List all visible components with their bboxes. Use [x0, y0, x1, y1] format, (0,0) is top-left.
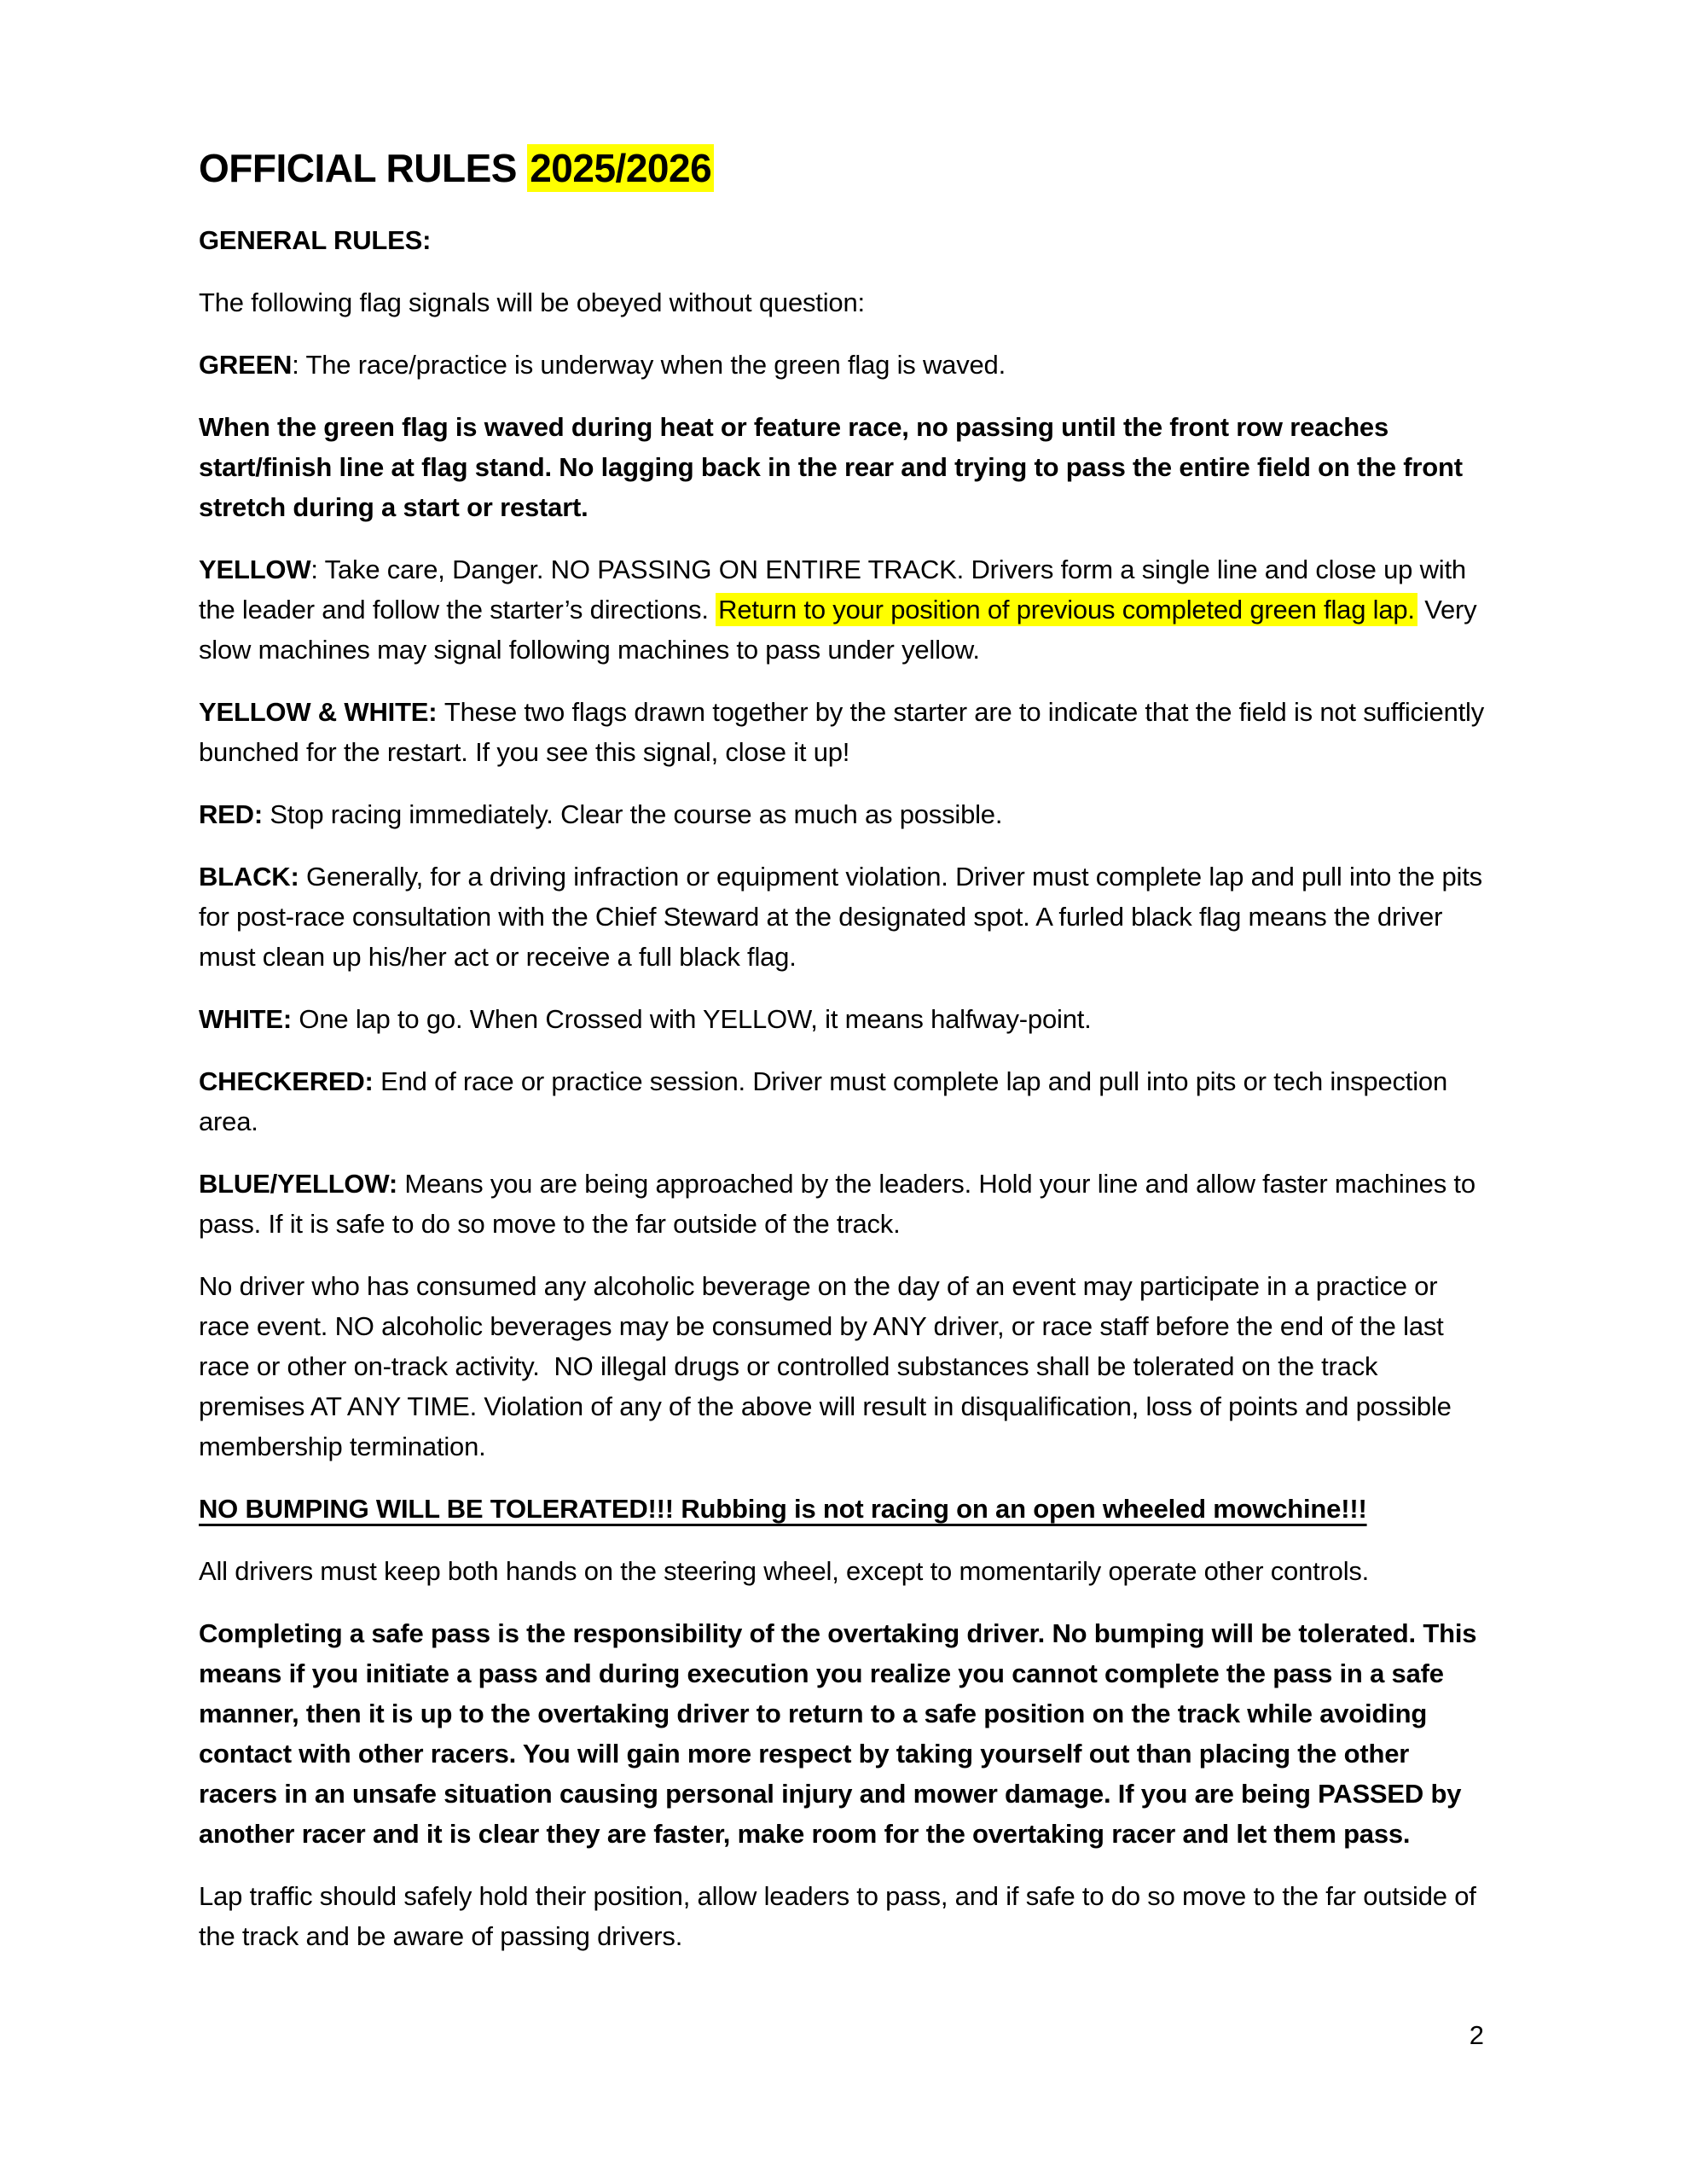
yellow-flag-label: YELLOW	[199, 555, 311, 584]
title-text: OFFICIAL RULES	[199, 146, 528, 190]
red-flag-label: RED:	[199, 799, 270, 829]
yellow-flag-text-after: Very slow machines may signal following machines to pass under yellow.	[199, 595, 1484, 665]
safe-pass-rule: Completing a safe pass is the responsibility of the overtaking driver. No bumping will be tolerated. This means if you initiate a pass and during execution you realize you cannot complete the pass in a safe manner, then it is up to the overtaking driver to return to a safe position on the track while avoiding contact with other racers. You will gain more respect by taking yourself out than placing the other racers in an unsafe situation causing personal injury and mower damage. If you are being PASSED by another racer and it is clear they are faster, make room for the overtaking racer and let them pass.	[199, 1618, 1484, 1849]
general-rules-heading: GENERAL RULES:	[199, 225, 432, 255]
document-title	[199, 143, 1488, 193]
black-flag-label: BLACK:	[199, 862, 307, 892]
lap-traffic-rule: Lap traffic should safely hold their position, allow leaders to pass, and if safe to do so move to the far outside of the track and be aware of passing drivers.	[199, 1881, 1484, 1951]
white-flag-label: WHITE:	[199, 1004, 299, 1034]
no-bumping-rule: NO BUMPING WILL BE TOLERATED!!! Rubbing is not racing on an open wheeled mowchine!!!	[199, 1494, 1367, 1524]
red-flag-text: Stop racing immediately. Clear the course as much as possible.	[270, 799, 1003, 829]
black-flag-text: Generally, for a driving infraction or equipment violation. Driver must complete lap and pull into the pits for post-race consultation with the Chief Steward at the designated spot. A furled black flag means the driver must clean up his/her act or receive a full black flag.	[199, 862, 1490, 972]
yellow-flag-highlight: Return to your position of previous completed green flag lap.	[716, 593, 1417, 626]
checkered-flag-rule	[199, 1061, 1488, 1141]
alcohol-policy-rule: No driver who has consumed any alcoholic beverage on the day of an event may participate in a practice or race event. NO alcoholic beverages may be consumed by ANY driver, or race staff before the end of the last race or other on-track activity. NO illegal drugs or controlled substances shall be tolerated on the track premises AT ANY TIME. Violation of any of the above will result in disqualification, loss of points and possible membership termination.	[199, 1271, 1459, 1461]
title-highlight: 2025/2026	[527, 144, 714, 192]
yellow-flag-rule	[199, 549, 1488, 670]
checkered-flag-text: End of race or practice session. Driver must complete lap and pull into pits or tech inspection area.	[199, 1066, 1455, 1136]
yellow-white-flag-label: YELLOW & WHITE:	[199, 697, 444, 727]
page-number: 2	[1469, 2020, 1484, 2050]
black-flag-rule	[199, 857, 1488, 977]
hands-on-wheel-rule: All drivers must keep both hands on the steering wheel, except to momentarily operate other controls.	[199, 1556, 1370, 1586]
green-flag-label: GREEN	[199, 350, 293, 380]
red-flag-rule	[199, 794, 1488, 834]
blue-yellow-flag-text: Means you are being approached by the leaders. Hold your line and allow faster machines to pass. If it is safe to do so move to the far outside of the track.	[199, 1169, 1483, 1239]
yellow-white-flag-text: These two flags drawn together by the starter are to indicate that the field is not sufficiently bunched for the restart. If you see this signal, close it up!	[199, 697, 1492, 767]
flag-signals-intro: The following flag signals will be obeyed without question:	[199, 288, 865, 317]
yellow-white-flag-rule	[199, 692, 1492, 772]
white-flag-text: One lap to go. When Crossed with YELLOW, it means halfway-point.	[299, 1004, 1092, 1034]
blue-yellow-flag-rule	[199, 1164, 1488, 1244]
green-start-rule: When the green flag is waved during heat or feature race, no passing until the front row reaches start/finish line at flag stand. No lagging back in the rear and trying to pass the entire field on the front stretch during a start or restart.	[199, 412, 1470, 522]
checkered-flag-label: CHECKERED:	[199, 1066, 381, 1096]
green-flag-text: : The race/practice is underway when the green flag is waved.	[292, 350, 1006, 380]
yellow-flag-text-before: : Take care, Danger. NO PASSING ON ENTIRE TRACK. Drivers form a single line and close up with the leader and follow the starter’s directions.	[199, 555, 1474, 624]
blue-yellow-flag-label: BLUE/YELLOW:	[199, 1169, 405, 1199]
white-flag-rule	[199, 999, 1488, 1039]
green-flag-rule	[199, 345, 1488, 385]
